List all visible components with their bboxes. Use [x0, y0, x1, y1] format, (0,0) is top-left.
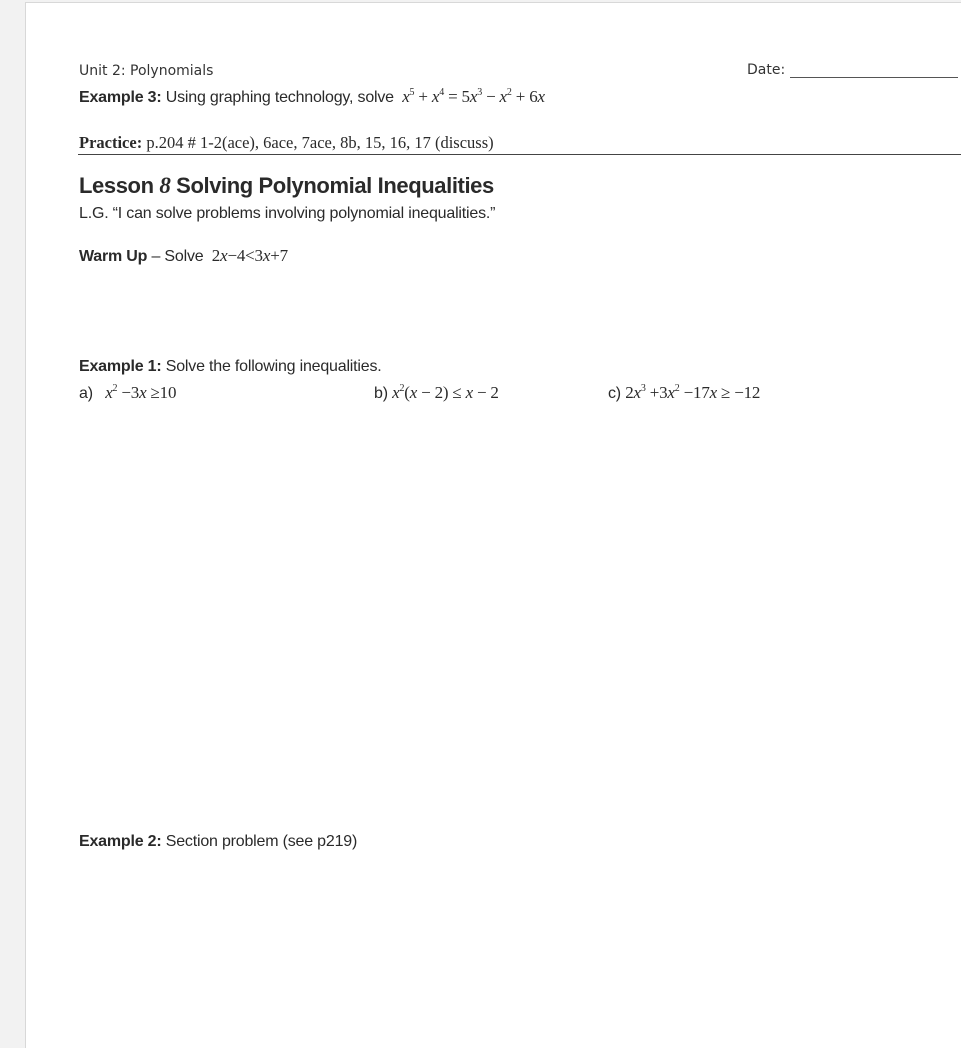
part-a-inequality: $x^2 -3x \ge 10$ — [105, 383, 177, 402]
part-b-inequality: $x^2(x - 2) \le x - 2$ — [392, 383, 499, 402]
section-divider — [78, 154, 961, 155]
unit-heading: Unit 2: Polynomials — [79, 63, 214, 79]
warm-up-label: Warm Up — [79, 248, 148, 265]
warm-up-text: – Solve — [147, 248, 204, 265]
part-a-label: a) — [79, 385, 93, 402]
date-blank-line — [790, 77, 958, 78]
lesson-number: 8 — [159, 173, 171, 198]
learning-goal: L.G. “I can solve problems involving polynomial inequalities.” — [79, 205, 496, 222]
lesson-prefix: Lesson — [79, 173, 154, 198]
warm-up — [79, 246, 288, 266]
example-1 — [79, 358, 382, 376]
practice-line — [79, 133, 494, 153]
example-2-label: Example 2: — [79, 833, 162, 850]
example-1-label: Example 1: — [79, 358, 162, 375]
part-c-label: c) — [608, 385, 621, 402]
part-b-label: b) — [374, 385, 388, 402]
part-c-inequality: $2x^3 +3x^2 -17x \ge -12$ — [625, 383, 761, 402]
example-1-part-a — [79, 383, 176, 403]
practice-text: p.204 # 1-2(ace), 6ace, 7ace, 8b, 15, 16, 17 (discuss) — [146, 133, 494, 152]
example-3 — [79, 87, 545, 107]
example-3-equation: $x^5 + x^4 = 5x^3 - x^2 + 6x$ — [402, 87, 545, 106]
example-1-text: Solve the following inequalities. — [165, 358, 382, 375]
warm-up-inequality: 2x−4<3x+7 — [211, 246, 288, 265]
example-2 — [79, 833, 357, 851]
example-3-text: Using graphing technology, solve — [165, 89, 394, 106]
lesson-title-text: Solving Polynomial Inequalities — [176, 173, 494, 198]
date-label: Date: — [747, 62, 786, 78]
practice-label: Practice: — [79, 133, 143, 152]
example-1-part-c — [608, 383, 760, 403]
worksheet-page — [25, 2, 961, 1048]
example-1-part-b — [374, 383, 499, 403]
example-3-label: Example 3: — [79, 89, 162, 106]
example-2-text: Section problem (see p219) — [165, 833, 358, 850]
lesson-title — [79, 173, 494, 199]
